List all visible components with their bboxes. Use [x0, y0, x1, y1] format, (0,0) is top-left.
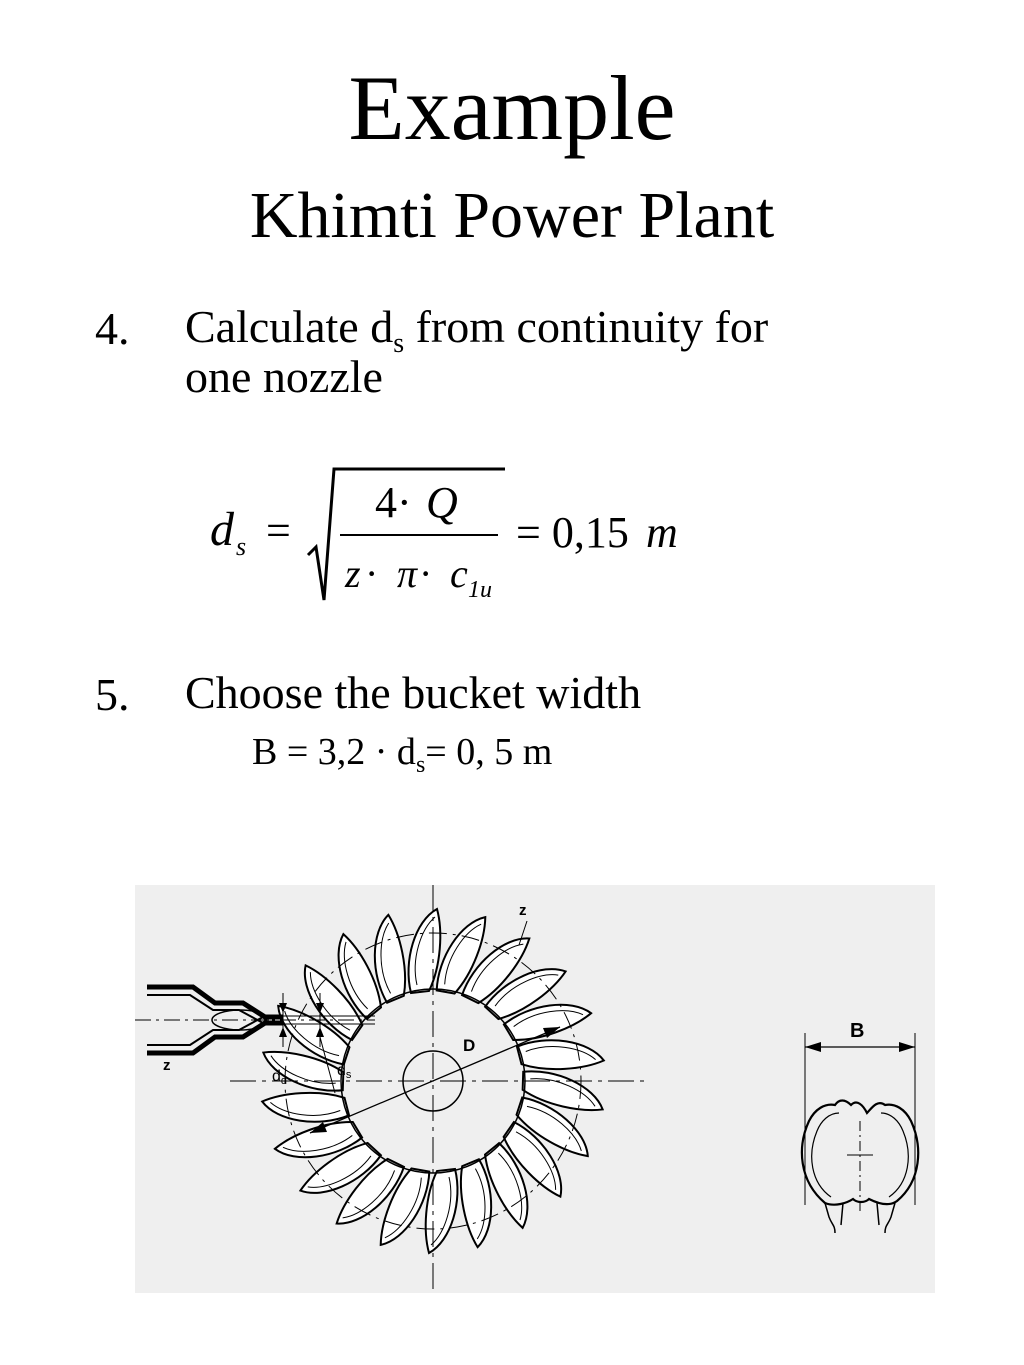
- diameter-label: D: [463, 1036, 476, 1055]
- step-4-text-before: Calculate d: [185, 301, 394, 352]
- step-4-text-sub: s: [393, 328, 405, 359]
- bucket: [426, 1169, 458, 1253]
- formula-den-pi: π: [397, 551, 418, 596]
- pelton-wheel-drawing: [135, 885, 935, 1293]
- step-4-number: 4.: [95, 303, 130, 354]
- formula-den-c-sub: 1u: [468, 577, 492, 603]
- formula-den-z: z: [345, 551, 361, 596]
- formula-den-dot2: ·: [419, 551, 433, 596]
- diameter-arrow-left: [310, 1122, 327, 1133]
- formula-numerator-var: Q: [426, 478, 458, 527]
- bucket-width-formula: [252, 730, 553, 778]
- formula-equals: =: [266, 506, 291, 555]
- formula-numerator: 4·: [375, 478, 412, 527]
- step-4-text: [185, 301, 769, 359]
- bucket-section: [802, 1033, 918, 1233]
- step-4-line2: one nozzle: [185, 351, 383, 402]
- dd-label: dd: [272, 1068, 288, 1087]
- formula-den-dot1: ·: [365, 551, 379, 596]
- step-4-text-after: from continuity for: [404, 301, 769, 352]
- ds-label: ds: [337, 1062, 352, 1081]
- step-5-number: 5.: [95, 669, 130, 720]
- formula-den-c: c: [450, 551, 468, 596]
- formula-lhs-sub: s: [236, 532, 247, 561]
- z-left-label: z: [163, 1057, 171, 1074]
- pelton-wheel-figure: [135, 885, 935, 1293]
- formula-unit: m: [646, 508, 678, 557]
- continuity-formula: [200, 455, 720, 615]
- bucket-formula-after: = 0, 5 m: [425, 731, 553, 773]
- bucket: [409, 909, 441, 993]
- step-5-text: Choose the bucket width: [185, 667, 642, 718]
- z-top-label: z: [519, 902, 527, 919]
- formula-lhs: d: [210, 503, 234, 556]
- page-subtitle: Khimti Power Plant: [249, 179, 775, 252]
- bucket-formula-before: B = 3,2 · d: [252, 731, 416, 773]
- bucket-formula-sub: s: [415, 752, 426, 778]
- formula-result: = 0,15: [516, 508, 629, 557]
- bucket-width-label: B: [850, 1020, 865, 1042]
- page-title: Example: [348, 57, 676, 159]
